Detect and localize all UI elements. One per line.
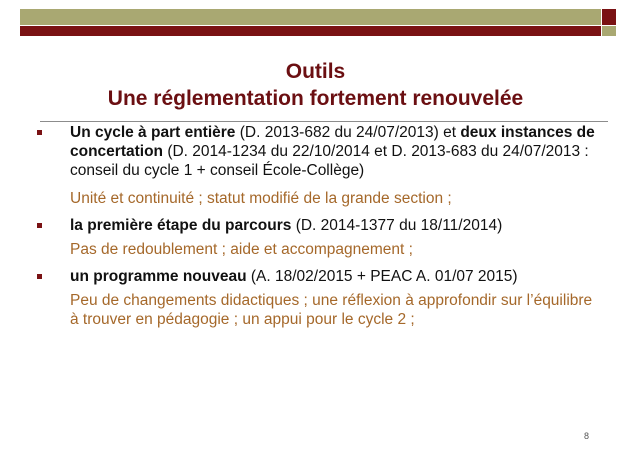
bullet-item-cycle: [30, 123, 605, 180]
square-bullet-icon: [37, 223, 42, 228]
bullet-subtext: Unité et continuité ; statut modifié de la grande section ;: [70, 190, 452, 207]
slide-title-line2: Une réglementation fortement renouvelée: [107, 87, 524, 110]
bullet-text: (D. 2014-1377 du 18/11/2014): [291, 217, 503, 234]
header-square-olive: [602, 26, 616, 36]
slide-title: [40, 58, 591, 112]
header-band-maroon: [20, 26, 601, 36]
bullet-subtext: Peu de changements didactiques ; une réflexion à approfondir sur l’équilibre à trouver en pédagogie ; un appui pour le cycle 2 ;: [70, 292, 593, 328]
page-number: 8: [584, 431, 590, 441]
slide-title-line1: Outils: [285, 60, 346, 83]
slide-content: [30, 122, 605, 329]
bullet-item-programme: [30, 267, 605, 286]
bullet-bold-text: Un cycle à part entière: [70, 124, 236, 141]
bullet-bold-text: un programme nouveau: [70, 268, 247, 285]
bullet-text: (D. 2013-682 du 24/07/2013) et: [235, 124, 461, 141]
bullet-item-parcours: [30, 216, 605, 235]
square-bullet-icon: [37, 130, 42, 135]
bullet-text: (D. 2014-1234 du 22/10/2014 et D. 2013-683 du 24/07/2013 : conseil du cycle 1 + conseil École-Collège): [70, 143, 589, 179]
bullet-bold-text: la première étape du parcours: [70, 217, 292, 234]
bullet-text: (A. 18/02/2015 + PEAC A. 01/07 2015): [246, 268, 518, 285]
header-band-olive: [20, 9, 601, 25]
bullet-subtext: Pas de redoublement ; aide et accompagnement ;: [70, 241, 413, 258]
square-bullet-icon: [37, 274, 42, 279]
header-square-maroon: [602, 9, 616, 25]
bullet-bold-text: deux instances de concertation: [70, 124, 595, 160]
